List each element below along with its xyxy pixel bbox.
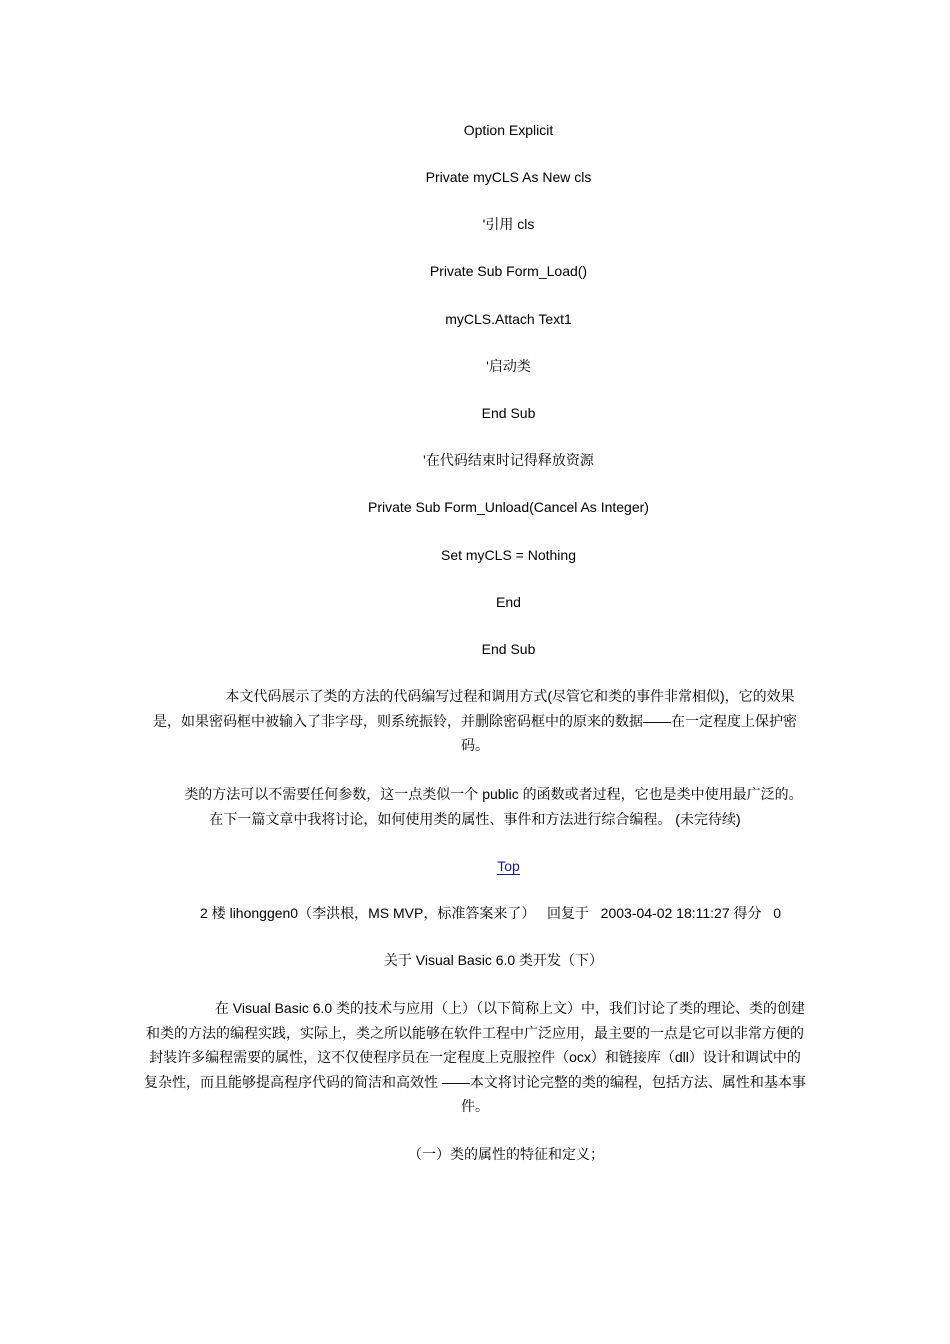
code-line-end: End bbox=[496, 594, 521, 610]
score-value: 0 bbox=[773, 905, 781, 921]
code-comment-reference-cls: '引用 cls bbox=[482, 216, 535, 232]
reply-datetime: 2003-04-02 18:11:27 bbox=[600, 905, 730, 921]
paragraph-method-demo bbox=[143, 684, 807, 758]
code-line-private-mycls: Private myCLS As New cls bbox=[425, 169, 592, 185]
paragraph-method-params-line1: 类的方法可以不需要任何参数，这一点类似一个 public 的函数或者过程，它也是类中使用最广泛的。 bbox=[184, 786, 803, 802]
paragraph-method-demo-text: 本文代码展示了类的方法的代码编写过程和调用方式(尽管它和类的事件非常相似)，它的效果是，如果密码框中被输入了非字母，则系统振铃，并删除密码框中的原来的数据——在一定程度上保护密码。 bbox=[153, 688, 797, 753]
top-link[interactable]: Top bbox=[497, 858, 520, 874]
paragraph-article-intro bbox=[143, 996, 807, 1119]
reply-label: 回复于 bbox=[547, 905, 589, 921]
code-line-end-sub-final: End Sub bbox=[481, 641, 536, 657]
reply-floor: 2 楼 bbox=[200, 905, 226, 921]
paragraph-method-params-line2: 在下一篇文章中我将讨论，如何使用类的属性、事件和方法进行综合编程。 (未完待续) bbox=[209, 811, 741, 827]
paragraph-article-intro-text: 在 Visual Basic 6.0 类的技术与应用（上）（以下简称上文）中，我们讨论了类的理论、类的创建和类的方法的编程实践，实际上，类之所以能够在软件工程中广泛应用，最主要的一点是它可以非常方便的封装许多编程需要的属性，这不仅使程序员在一定程度上克服控件（ocx）和链接库（dll）设计和调试中的复杂性，而且能够提高程序代码的简洁和高效性 ——本文将讨论完整的类的编程，包括方法、属性和基本事件。 bbox=[144, 1000, 806, 1114]
code-line-option-explicit: Option Explicit bbox=[463, 122, 554, 138]
code-line-form-unload: Private Sub Form_Unload(Cancel As Integer) bbox=[368, 499, 649, 515]
code-line-form-load: Private Sub Form_Load() bbox=[429, 263, 588, 279]
reply-author[interactable]: lihonggen0（李洪根，MS MVP，标准答案来了） bbox=[229, 905, 536, 921]
code-line-end-sub: End Sub bbox=[481, 405, 536, 421]
top-link-row bbox=[0, 857, 950, 875]
reply-meta-line bbox=[200, 904, 781, 922]
code-comment-release-resources: '在代码结束时记得释放资源 bbox=[423, 452, 594, 468]
code-line-set-nothing: Set myCLS = Nothing bbox=[440, 547, 576, 563]
section-heading: （一）类的属性的特征和定义； bbox=[408, 1146, 604, 1162]
code-line-attach-text1: myCLS.Attach Text1 bbox=[445, 311, 572, 327]
score-label: 得分 bbox=[733, 905, 762, 921]
code-comment-start-class: '启动类 bbox=[486, 358, 531, 374]
article-title: 关于 Visual Basic 6.0 类开发（下） bbox=[383, 952, 604, 968]
